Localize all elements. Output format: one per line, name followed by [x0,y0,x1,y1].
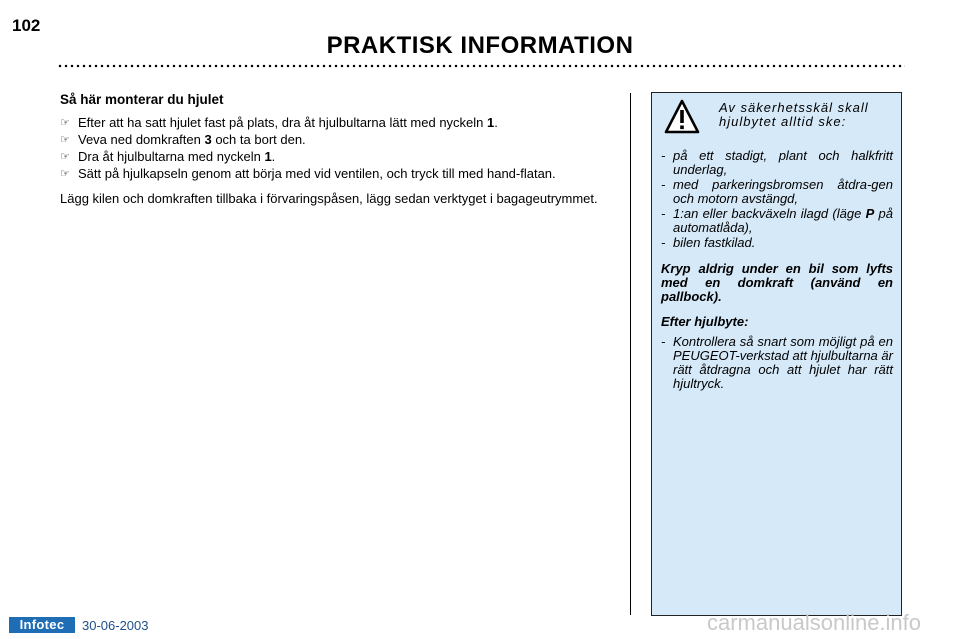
step-punct: . [271,149,276,164]
warning-intro: Av säkerhetsskäl skall hjulbytet alltid ske: [719,100,869,129]
step-item [60,166,606,182]
section-heading: Så här monterar du hjulet [60,92,224,107]
footer-date: 30-06-2003 [82,618,149,633]
step-ref: 1 [487,115,495,130]
column-divider [630,93,631,615]
after-change-heading: Efter hjulbyte: [661,314,749,329]
main-column [60,92,606,207]
step-text: Veva ned domkraften [78,132,205,147]
warning-content [661,149,893,392]
watermark: carmanualsonline.info [707,610,922,635]
after-change-item: - Kontrollera så snart som möjligt på en PEUGEOT-verkstad att hjulbultarna är rätt åtdragna och att hjulet har rätt hjultryck. [661,334,893,391]
instruction-paragraph: Lägg kilen och domkraften tillbaka i förvaringspåsen, lägg sedan verktyget i bagageutrymmet. [60,191,598,206]
condition-item: - på ett stadigt, plant och halkfritt underlag, [661,148,893,177]
dotted-divider [57,64,905,68]
pointing-hand-icon: ☞ [60,151,70,163]
condition-item: - 1:an eller backväxeln ilagd (läge P på automatlåda), [661,206,893,235]
page-number: 102 [12,16,41,35]
condition-item: - bilen fastkilad. [661,235,756,250]
step-text: Dra åt hjulbultarna med nyckeln [78,149,265,164]
condition-text: med parkeringsbromsen åtdra-gen och motorn avstängd, [673,177,893,206]
step-item [60,115,606,131]
condition-text: bilen fastkilad. [673,235,756,250]
step-item [60,149,606,165]
warning-box [651,92,902,616]
pointing-hand-icon: ☞ [60,117,70,129]
step-punct: . [494,115,498,130]
warning-triangle-icon [664,99,700,135]
condition-text: på ett stadigt, plant och halkfritt underlag, [673,148,893,177]
gear-position: P [865,206,875,221]
pointing-hand-icon: ☞ [60,168,70,180]
pointing-hand-icon: ☞ [60,134,70,146]
step-punct: och ta bort den. [211,132,306,147]
step-text: Sätt på hjulkapseln genom att börja med vid ventilen, och tryck till med hand-flatan. [78,166,556,181]
after-change-text: Kontrollera så snart som möjligt på en PEUGEOT-verkstad att hjulbultarna är rätt åtdragna och att hjulet har rätt hjultryck. [673,334,893,391]
step-text: Efter att ha satt hjulet fast på plats, dra åt hjulbultarna lätt med nyckeln [78,115,488,130]
step-item [60,132,606,148]
infotec-logo: Infotec [9,617,75,633]
caution-text: Kryp aldrig under en bil som lyfts med en domkraft (använd en pallbock). [661,261,893,304]
condition-text: 1:an eller backväxeln ilagd (läge [673,206,866,221]
page-title: PRAKTISK INFORMATION [326,32,634,59]
condition-text: på automatlåda), [673,206,893,235]
step-ref: 1 [264,149,272,164]
step-ref: 3 [204,132,212,147]
condition-item: - med parkeringsbromsen åtdra-gen och motorn avstängd, [661,177,893,206]
